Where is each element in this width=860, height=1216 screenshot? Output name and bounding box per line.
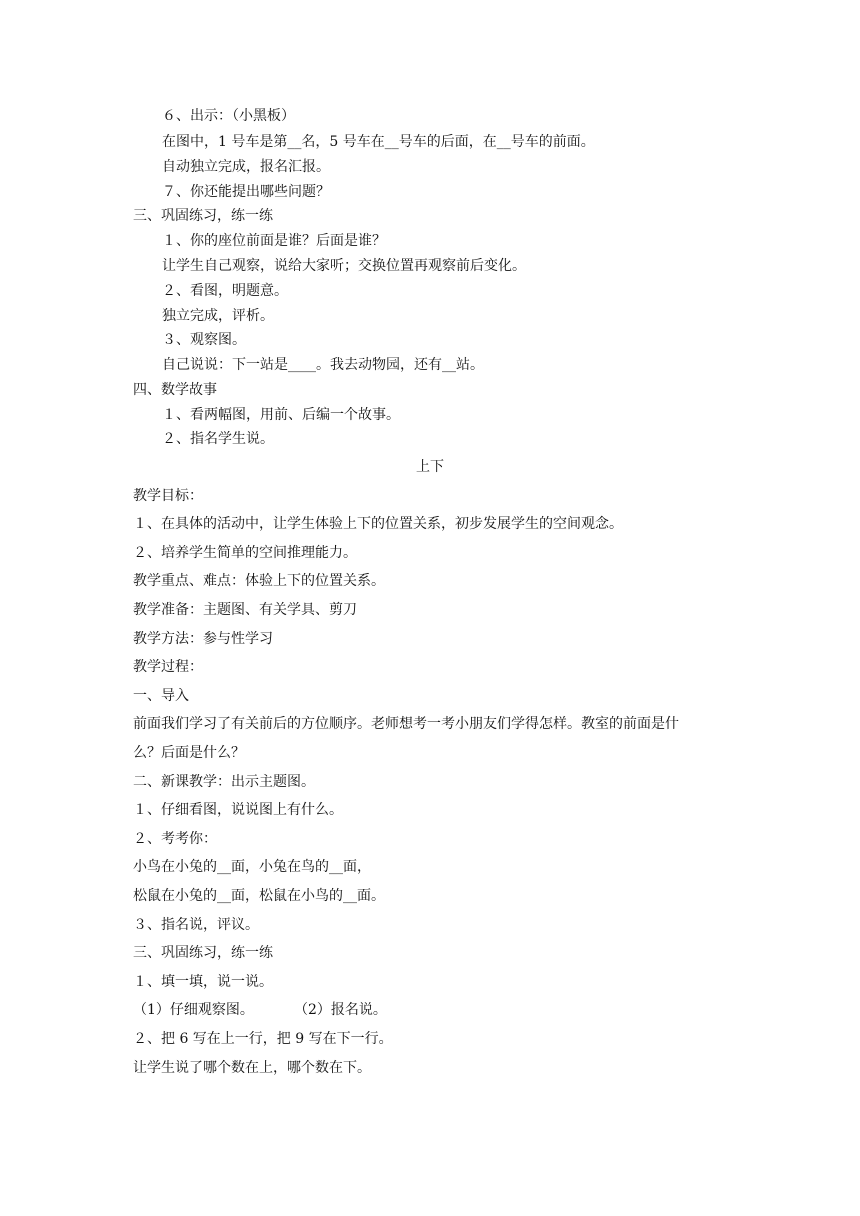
practice-item-2-note: 让学生说了哪个数在上，哪个数在下。 bbox=[133, 1060, 371, 1076]
intro-line-2: 么？后面是什么？ bbox=[133, 745, 245, 761]
new-item-1: １、仔细看图，说说图上有什么。 bbox=[133, 802, 343, 818]
practice-heading-b: 三、巩固练习，练一练 bbox=[133, 945, 273, 961]
practice-item-1: １、填一填，说一说。 bbox=[133, 974, 273, 990]
practice-item-1a: （1）仔细观察图。 bbox=[133, 1002, 254, 1018]
practice-item-1b: （2）报名说。 bbox=[294, 1002, 387, 1018]
practice2-text: 独立完成，评析。 bbox=[162, 308, 274, 324]
intro-heading: 一、导入 bbox=[133, 688, 189, 704]
goal-1: １、在具体的活动中，让学生体验上下的位置关系，初步发展学生的空间观念。 bbox=[133, 516, 623, 532]
preparation: 教学准备：主题图、有关学具、剪刀 bbox=[133, 602, 357, 618]
practice-heading-a: 三、巩固练习，练一练 bbox=[133, 208, 273, 224]
lesson-title: 上下 bbox=[416, 459, 444, 475]
practice3-title: ３、观察图。 bbox=[162, 332, 246, 348]
item6-title: ６、出示：（小黑板） bbox=[162, 108, 295, 124]
item6-text: 在图中，1 号车是第__名，5 号车在__号车的后面，在__号车的前面。 bbox=[162, 134, 595, 150]
story-heading: 四、数学故事 bbox=[133, 382, 217, 398]
practice1-text: 让学生自己观察，说给大家听；交换位置再观察前后变化。 bbox=[162, 258, 526, 274]
item7-title: ７、你还能提出哪些问题？ bbox=[162, 184, 330, 200]
goal-heading: 教学目标： bbox=[133, 488, 203, 504]
new-item-3: ３、指名说，评议。 bbox=[133, 917, 259, 933]
practice2-title: ２、看图，明题意。 bbox=[162, 283, 288, 299]
intro-line-1: 前面我们学习了有关前后的方位顺序。老师想考一考小朋友们学得怎样。教室的前面是什 bbox=[133, 716, 679, 732]
story-item-1: １、看两幅图，用前、后编一个故事。 bbox=[162, 407, 400, 423]
goal-2: ２、培养学生简单的空间推理能力。 bbox=[133, 545, 357, 561]
new-item-2-line-1: 小鸟在小兔的__面，小兔在鸟的__面， bbox=[133, 859, 371, 875]
item6-note: 自动独立完成，报名汇报。 bbox=[162, 159, 330, 175]
practice-item-2: ２、把 6 写在上一行，把 9 写在下一行。 bbox=[133, 1031, 393, 1047]
practice1-title: １、你的座位前面是谁？后面是谁？ bbox=[162, 233, 386, 249]
process-heading: 教学过程： bbox=[133, 659, 203, 675]
new-item-2: ２、考考你： bbox=[133, 831, 217, 847]
key-points: 教学重点、难点：体验上下的位置关系。 bbox=[133, 573, 385, 589]
new-lesson-heading: 二、新课教学：出示主题图。 bbox=[133, 774, 315, 790]
method: 教学方法：参与性学习 bbox=[133, 631, 273, 647]
story-item-2: ２、指名学生说。 bbox=[162, 431, 274, 447]
practice3-text: 自己说说：下一站是____。我去动物园，还有__站。 bbox=[162, 357, 484, 373]
new-item-2-line-2: 松鼠在小兔的__面，松鼠在小鸟的__面。 bbox=[133, 888, 385, 904]
